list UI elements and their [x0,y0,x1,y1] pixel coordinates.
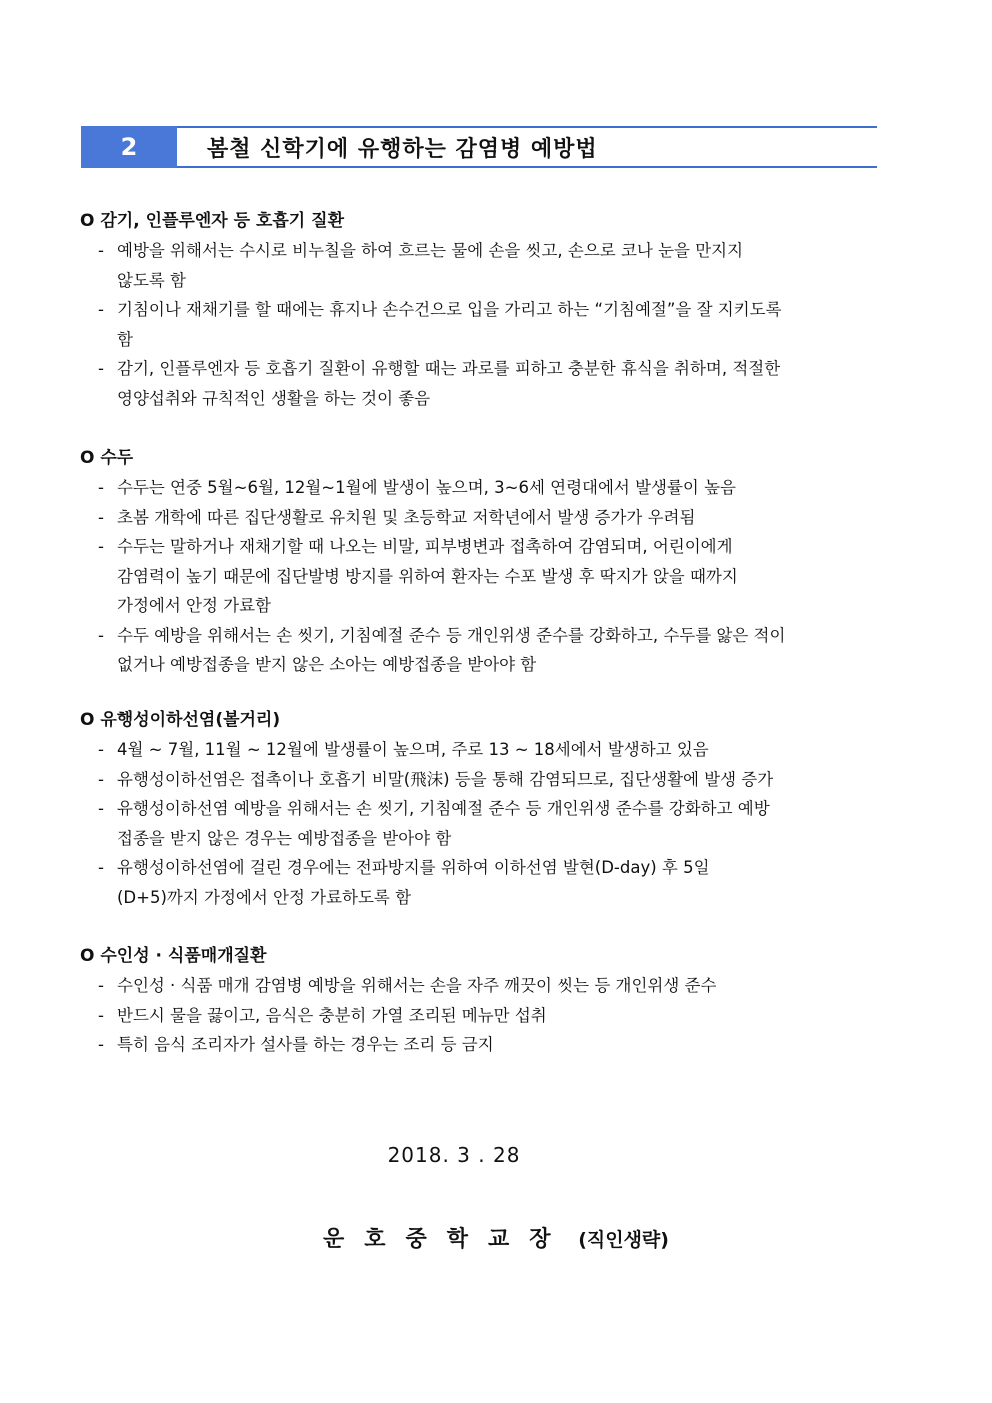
section-title: 봄철 신학기에 유행하는 감염병 예방법 [207,137,598,162]
list-item: - 유행성이하선염 예방을 위해서는 손 씻기, 기침예절 준수 등 개인위생 준수를 강화하고 예방 접종을 받지 않은 경우는 예방접종을 받아야 함 [98,799,770,848]
list-item: - 수두 예방을 위해서는 손 씻기, 기침예절 준수 등 개인위생 준수를 강화하고, 수두를 앓은 적이 없거나 예방접종을 받지 않은 소아는 예방접종을 받아야 함 [98,625,786,674]
signature-note: (직인생략) [578,1229,669,1251]
section-waterborne [80,941,890,1060]
document-date: 2018. 3 . 28 [387,1143,521,1167]
signature-name: 운호중학교장 [323,1227,571,1252]
section-heading: O 수두 [80,448,134,468]
list-item: - 수두는 말하거나 재채기할 때 나오는 비말, 피부병변과 접촉하여 감염되며, 어린이에게 감염력이 높기 때문에 집단발병 방지를 위하여 환자는 수포 발생 후 딱지가 앉을 때까지 가정에서 안정 가료함 [98,537,738,615]
list-item: - 예방을 위해서는 수시로 비누칠을 하여 흐르는 물에 손을 씻고, 손으로 코나 눈을 만지지 않도록 함 [98,241,744,290]
section-chickenpox [80,443,890,680]
section-heading: O 유행성이하선염(볼거리) [80,710,281,730]
section-mumps [80,705,890,912]
list-item: - 유행성이하선염은 접촉이나 호흡기 비말(飛沫) 등을 통해 감염되므로, 집단생활에 발생 증가 [98,769,774,789]
signature-block [0,1222,992,1253]
section-heading: O 감기, 인플루엔자 등 호흡기 질환 [80,211,344,231]
list-item: - 4월 ~ 7월, 11월 ~ 12월에 발생률이 높으며, 주로 13 ~ 18세에서 발생하고 있음 [98,740,709,759]
list-item: - 반드시 물을 끓이고, 음식은 충분히 가열 조리된 메뉴만 섭취 [98,1005,547,1025]
section-heading: O 수인성 · 식품매개질환 [80,946,267,966]
list-item: - 감기, 인플루엔자 등 호흡기 질환이 유행할 때는 과로를 피하고 충분한 휴식을 취하며, 적절한 영양섭취와 규칙적인 생활을 하는 것이 좋음 [98,359,781,408]
list-item: - 유행성이하선염에 걸린 경우에는 전파방지를 위하여 이하선염 발현(D-day) 후 5일 (D+5)까지 가정에서 안정 가료하도록 함 [98,858,710,907]
list-item: - 특히 음식 조리자가 설사를 하는 경우는 조리 등 금지 [98,1035,494,1054]
list-item: - 기침이나 재채기를 할 때에는 휴지나 손수건으로 입을 가리고 하는 “기침예절”을 잘 지키도록 함 [98,300,782,349]
section-title-bar [177,126,877,168]
list-item: - 초봄 개학에 따른 집단생활로 유치원 및 초등학교 저학년에서 발생 증가가 우려됨 [98,507,696,527]
section-number-badge: 2 [81,126,177,168]
list-item: - 수인성 · 식품 매개 감염병 예방을 위해서는 손을 자주 깨끗이 씻는 등 개인위생 준수 [98,976,717,995]
list-item: - 수두는 연중 5월~6월, 12월~1월에 발생이 높으며, 3~6세 연령대에서 발생률이 높음 [98,478,736,497]
section-header [81,126,877,168]
section-respiratory [80,206,890,413]
